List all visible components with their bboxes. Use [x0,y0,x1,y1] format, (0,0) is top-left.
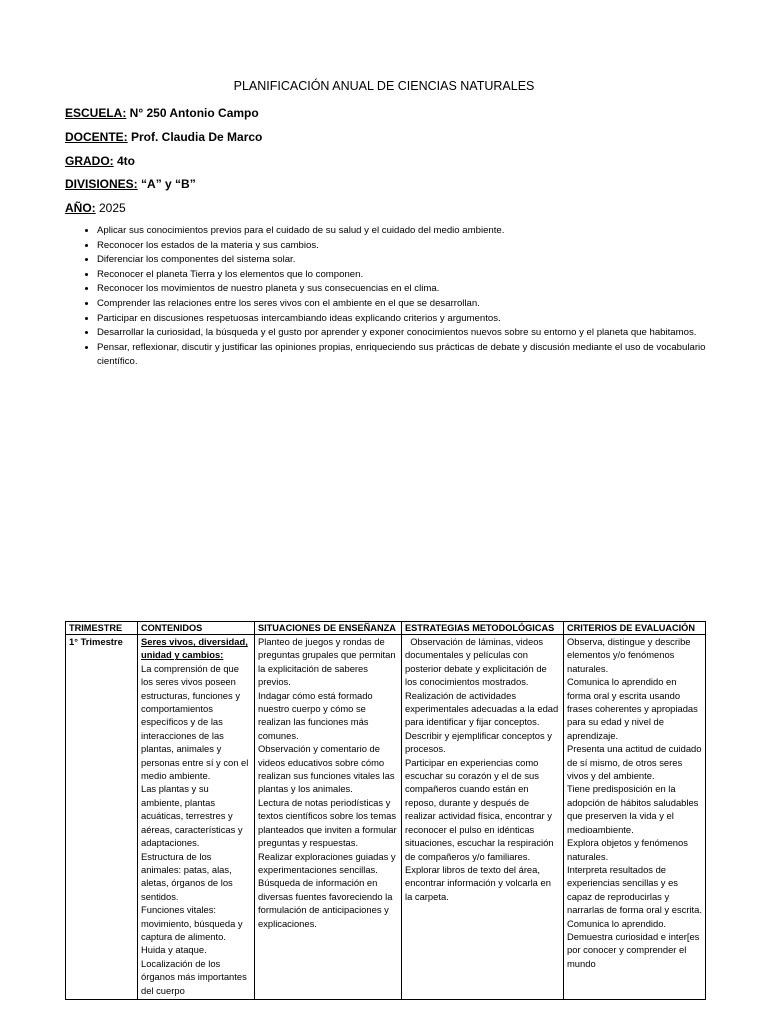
objective-item: • Diferenciar los componentes del sistema solar. [97,253,727,268]
header-situaciones: SITUACIONES DE ENSEÑANZA [255,622,402,635]
contenidos-title: Seres vivos, diversidad, unidad y cambios: [141,636,248,661]
situacion-line: Realizar exploraciones guiadas y experimentaciones sencillas. [258,850,396,875]
objective-item: • Comprender las relaciones entre los seres vivos con el ambiente en el que se desarrollan. [97,297,727,312]
meta-escuela-value: N° 250 Antonio Campo [126,106,259,120]
document-title: PLANIFICACIÓN ANUAL DE CIENCIAS NATURALES [233,79,535,93]
objective-item: • Reconocer el planeta Tierra y los elementos que lo componen. [97,268,727,283]
estrategia-line: Describir y ejemplificar conceptos y procesos. [405,729,552,755]
meta-anio [65,201,126,215]
contenido-line: Huida y ataque. [141,944,207,956]
meta-grado [65,154,135,168]
situacion-line: Planteo de juegos y rondas de preguntas grupales que permitan la explicitación de saberes previos. [258,636,396,688]
header-criterios: CRITERIOS DE EVALUACIÓN [564,622,706,635]
trimestre-label: 1° Trimestre [69,636,123,647]
situacion-line: Observación y comentario de videos educativos sobre cómo realizan sus funciones vitales las plantas y los animales. [258,743,395,795]
contenido-line: Las plantas y su ambiente, plantas acuáticas, terrestres y aéreas, características y adaptaciones. [141,783,243,849]
cell-trimestre [66,635,138,1000]
criterio-line: Presenta una actitud de cuidado de sí mismo, de otros seres vivos y del ambiente. [567,743,702,782]
meta-docente-label: DOCENTE: [65,130,128,144]
objective-item: • Aplicar sus conocimientos previos para el cuidado de su salud y el cuidado del medio ambiente. [97,224,727,239]
meta-docente [65,130,262,144]
meta-divisiones [65,177,196,191]
objective-item: • Participar en discusiones respetuosas intercambiando ideas explicando criterios y argumentos. [97,312,727,327]
cell-situaciones [255,635,402,1000]
cell-estrategias [402,635,564,1000]
cell-contenidos [138,635,255,1000]
estrategia-line: Observación de láminas, videos documentales y películas con posterior debate y explicitación de los conocimientos mostrados. [405,636,550,688]
header-estrategias: ESTRATEGIAS METODOLÓGICAS [402,622,564,635]
objective-item: • Reconocer los movimientos de nuestro planeta y sus consecuencias en el clima. [97,282,727,297]
objectives-list [65,224,727,370]
situacion-line: Indagar cómo está formado nuestro cuerpo y cómo se realizan las funciones más comunes. [258,689,373,741]
meta-escuela-label: ESCUELA: [65,106,127,120]
table-row [66,635,706,1000]
contenido-line: La comprensión de que los seres vivos poseen estructuras, funciones y comportamientos específicos y de las interacciones de las plantas, animales y personas entre sí y con el medio ambiente. [141,662,249,782]
situacion-line: Lectura de notas periodísticas y textos científicos sobre los temas planteados que inviten a formular preguntas y respuestas. [258,796,397,849]
criterio-line: Comunica lo aprendido en forma oral y escrita usando frases coherentes y apropiadas para su edad y nivel de aprendizaje. [567,676,698,741]
objective-item: • Desarrollar la curiosidad, la búsqueda y el gusto por aprender y exponer conocimientos nuevos sobre su entorno y el planeta que habitamos. [97,326,727,341]
meta-anio-label: AÑO: [65,201,96,215]
estrategia-line: Participar en experiencias como escuchar su corazón y el de sus compañeros cuando están en reposo, durante y después de realizar actividad física, encontrar y reconocer el pulso en idénticas situaciones, escuchar la respiración de compañeros y/o familiares. [405,756,554,862]
criterio-line: Demuestra curiosidad e inter[es por conocer y comprender el mundo [567,930,700,969]
criterio-line: Tiene predisposición en la adopción de hábitos saludables que preserven la vida y el medioambiente. [567,783,699,835]
contenido-line: Estructura de los animales: patas, alas, aletas, órganos de los sentidos. [141,850,233,902]
meta-grado-value: 4to [113,154,136,168]
cell-criterios [564,635,706,1000]
planning-table [65,621,706,1000]
header-trimestre: TRIMESTRE [66,622,138,635]
table-header-row [66,622,706,635]
meta-divisiones-value: “A” y “B” [137,177,196,191]
meta-escuela [65,106,259,120]
meta-divisiones-label: DIVISIONES: [65,177,138,191]
criterio-line: Interpreta resultados de experiencias sencillas y es capaz de reproducirlas y narrarlas de forma oral y escrita. [567,863,702,916]
criterio-line: Comunica lo aprendido. [567,917,667,929]
meta-docente-value: Prof. Claudia De Marco [127,130,263,144]
objective-item: • Reconocer los estados de la materia y sus cambios. [97,239,727,254]
objective-item: • Pensar, reflexionar, discutir y justificar las opiniones propias, enriqueciendo sus prácticas de debate y discusión mediante el uso de vocabulario científico. [97,341,727,370]
meta-anio-value: 2025 [95,201,126,215]
criterio-line: Explora objetos y fenómenos naturales. [567,837,688,862]
meta-grado-label: GRADO: [65,154,114,168]
contenido-line: Funciones vitales: movimiento, búsqueda y captura de alimento. [141,904,243,942]
contenido-line: Localización de los órganos más importantes del cuerpo [141,957,247,996]
situacion-line: Búsqueda de información en diversas fuentes favoreciendo la formulación de anticipaciones y explicaciones. [258,877,393,929]
estrategia-line: Realización de actividades experimentales adecuadas a la edad para identificar y fijar conceptos. [405,689,559,728]
header-contenidos: CONTENIDOS [138,622,255,635]
estrategia-line: Explorar libros de texto del área, encontrar información y volcarla en la carpeta. [405,863,551,902]
criterio-line: Observa, distingue y describe elementos y/o fenómenos naturales. [567,636,691,674]
